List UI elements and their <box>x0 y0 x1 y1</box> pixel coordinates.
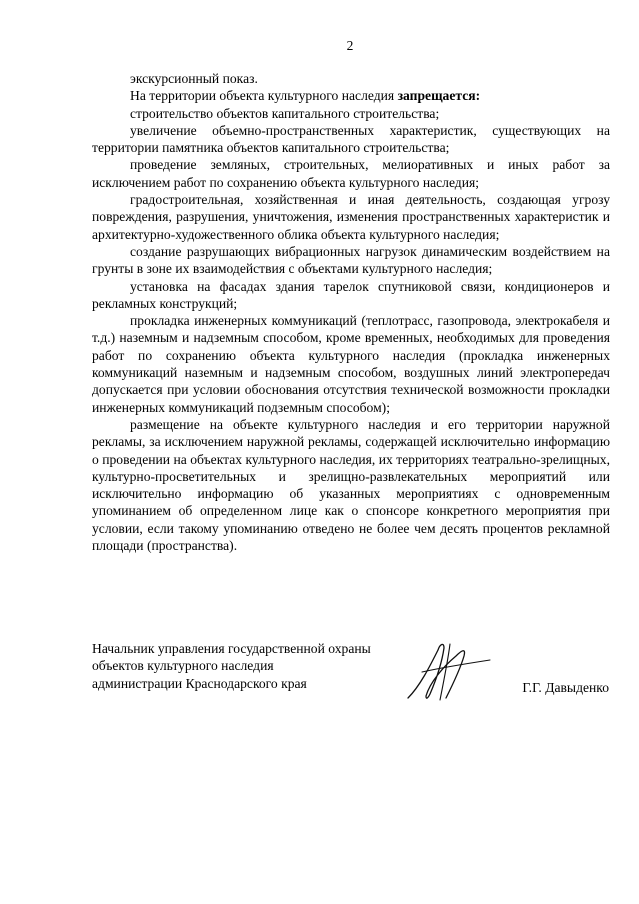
position-line-3: администрации Краснодарского края <box>92 675 307 691</box>
paragraph-8: установка на фасадах здания тарелок спутниковой связи, кондиционеров и рекламных конструкций; <box>92 278 610 311</box>
page-number: 2 <box>346 38 354 53</box>
paragraph-2-lead: На территории объекта культурного наследия <box>130 88 398 104</box>
paragraph-10: размещение на объекте культурного наследия и его территории наружной рекламы, за исключением наружной рекламы, содержащей исключительно информацию о проведении на объектах культурного наследия, их территориях театрально-зрелищных, культурно-просветительных и зрелищно-развлекательных мероприятий или исключительно информацию об указанных мероприятиях с одновременным упоминанием об определенном лице как о спонсоре конкретного мероприятия при условии, если такому упоминанию отведено не более чем десять процентов рекламной площади (пространства). <box>92 416 610 554</box>
position-line-2: объектов культурного наследия <box>92 658 274 674</box>
document-body <box>92 70 610 554</box>
paragraph-7: создание разрушающих вибрационных нагрузок динамическим воздействием на грунты в зоне их взаимодействия с объектами культурного наследия; <box>92 243 610 277</box>
paragraph-1: экскурсионный показ. <box>130 71 258 86</box>
paragraph-4: увеличение объемно-пространственных характеристик, существующих на территории памятника объектов капитального строительства; <box>92 122 610 156</box>
position-line-1: Начальник управления государственной охраны <box>92 641 371 656</box>
paragraph-9: прокладка инженерных коммуникаций (теплотрасс, газопровода, электрокабеля и т.д.) наземным и надземным способом, кроме временных, необходимых для проведения работ по сохранению объекта культурного наследия (прокладка инженерных коммуникаций наземным и надземным способом, воздушных линий электропередач допускается при условии обоснования отсутствия технической возможности прокладки инженерных коммуникаций подземным способом); <box>92 313 610 415</box>
prohibited-heading: запрещается: <box>397 88 481 104</box>
handwritten-signature <box>400 636 492 706</box>
paragraph-2 <box>92 87 610 104</box>
paragraph-3: строительство объектов капитального строительства; <box>130 105 440 121</box>
paragraph-5: проведение земляных, строительных, мелиоративных и иных работ за исключением работ по сохранению объекта культурного наследия; <box>92 157 610 190</box>
paragraph-6: градостроительная, хозяйственная и иная деятельность, создающая угрозу повреждения, разрушения, уничтожения, изменения пространственных характеристик и архитектурно-художественного облика объекта культурного наследия; <box>92 192 610 242</box>
signatory-name: Г.Г. Давыденко <box>522 680 609 695</box>
